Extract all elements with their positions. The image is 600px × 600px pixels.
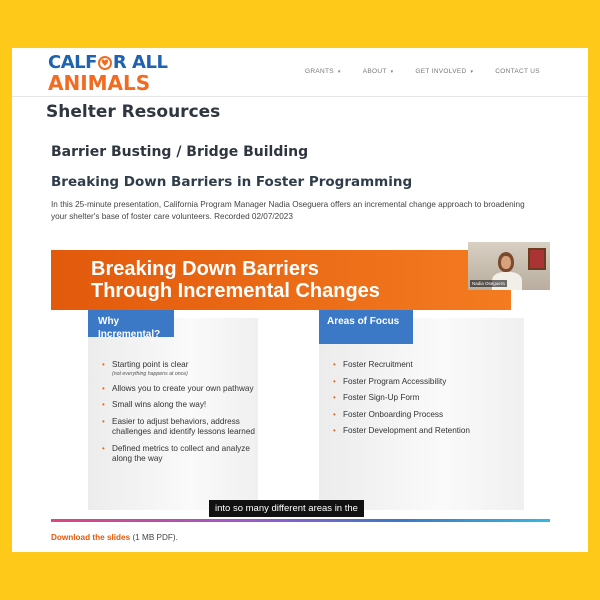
list-item: • Foster Onboarding Process [333,409,444,419]
bullet-icon: • [333,376,336,386]
page-title: Shelter Resources [46,102,221,122]
site-header [12,48,588,97]
download-line [51,533,178,542]
nav-item-about[interactable] [363,68,394,75]
nav-item-contact-us[interactable] [495,68,540,75]
presenter-name: Nadia Oseguera [472,281,505,286]
presenter-webcam [468,242,550,290]
panel-areas-of-focus [319,318,524,510]
list-item: • Foster Program Accessibility [333,376,447,386]
list-item: • Small wins along the way! [102,400,207,409]
slide-title [91,258,380,302]
slide-title-line-1: Breaking Down Barriers [91,258,319,280]
bullet-list [102,360,262,471]
presenter-face [501,256,511,269]
main-nav [305,68,562,75]
logo-text-animals: ANIMALS [48,71,151,95]
panel-title: Why Incremental? [88,310,174,337]
bullet-icon: • [333,393,336,402]
logo-text-f: F [85,52,97,73]
nav-item-get-involved[interactable] [415,68,473,75]
nav-label: CONTACT US [495,68,540,75]
picture-frame [528,248,546,270]
video-progress-bar[interactable] [51,519,550,522]
slide-banner [51,250,511,310]
panel-title: Areas of Focus [319,310,413,344]
logo-text-r-all: R ALL [112,52,168,73]
nav-label: ABOUT [362,68,387,75]
nav-label: GRANTS [305,68,334,75]
list-item: • Allows you to create your own pathway [102,383,254,393]
list-item: • Foster Recruitment [333,360,413,369]
bullet-icon: • [333,360,336,369]
nav-label: GET INVOLVED [415,68,467,75]
chevron-down-icon: ▾ [470,69,474,75]
logo-line-1 [48,53,167,73]
panel-why-incremental [88,318,258,510]
bullet-icon: • [102,360,105,369]
resource-description: In this 25-minute presentation, California Program Manager Nadia Oseguera offers an incremental change approach to broadening your shelter's base of foster care volunteers. Recorded 02/07/2023 [51,200,525,221]
video-player[interactable] [51,242,550,522]
bullet-icon: • [333,409,336,419]
logo-text-cal: CAL [48,52,86,73]
section-subheading: Barrier Busting / Bridge Building [51,144,309,160]
bullet-icon: • [102,416,105,426]
download-size: (1 MB PDF). [130,533,178,542]
bullet-icon: • [102,443,105,453]
site-logo[interactable] [48,53,167,93]
bullet-icon: • [333,426,336,435]
bullet-icon: • [102,383,105,393]
download-slides-link[interactable]: Download the slides [51,533,131,542]
web-page [12,48,588,552]
list-item: • Defined metrics to collect and analyze along the way [102,443,250,463]
resource-heading: Breaking Down Barriers in Foster Programming [51,174,413,190]
list-item: • Foster Development and Retention [333,426,470,435]
video-caption: into so many different areas in the [209,500,364,517]
chevron-down-icon: ▾ [390,69,394,75]
nav-item-grants[interactable] [305,68,341,75]
chevron-down-icon: ▾ [337,69,341,75]
bullet-list [333,360,518,443]
list-item: • Easier to adjust behaviors, address challenges and identify lessons learned [102,416,255,436]
list-item: • Starting point is clear (not everything happens at once) [102,360,189,377]
slide-title-line-2: Through Incremental Changes [91,280,380,302]
bullet-icon: • [102,400,105,409]
heart-o-icon [98,56,112,70]
list-item: • Foster Sign-Up Form [333,393,420,402]
